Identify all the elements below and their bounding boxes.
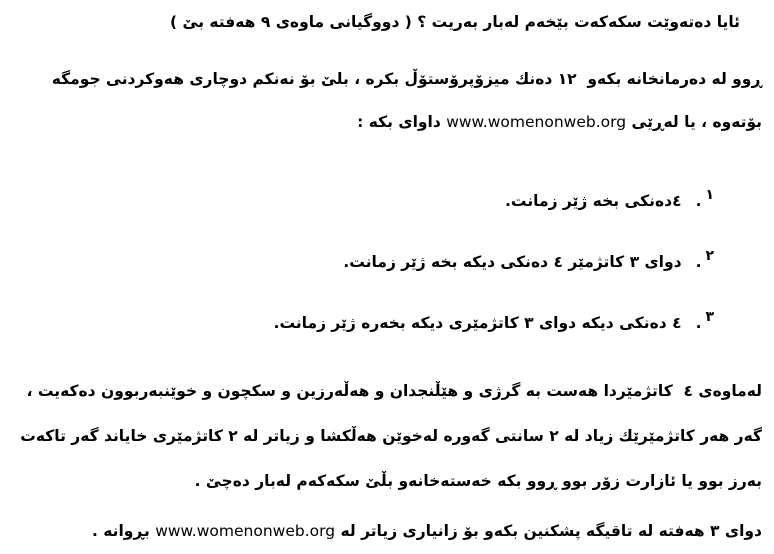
step-2-text: دوای ٣ کاتژمێر ٤ دەنکی دیکه بخه ژێر زمانت. bbox=[343, 253, 682, 271]
womenonweb-url: www.womenonweb.org bbox=[446, 113, 627, 131]
intro-line-1-text: ڕوو له دەرمانخانه بکەو ١٢ دەنك میزۆپرۆستۆڵ بکره ، بلێ بۆ نەنکم دوچاری هەوکردنی جومگە bbox=[51, 70, 762, 88]
intro-line-2-tail: داوای بکه : bbox=[357, 113, 447, 131]
warning-line-1 bbox=[12, 369, 762, 414]
warning-line-2 bbox=[12, 414, 762, 459]
warning-line-1-text: لەماوەی ٤ کاتژمێردا هەست به گرژی و هێڵنجدان و هەڵەرزین و سکچون و خوێنبەربوون دەکەیت ، bbox=[26, 382, 762, 400]
warning-line-3-text: بەرز بوو یا ئازارت زۆر بوو ڕوو بکه خەستەخانەو بڵێ سکەکەم لەبار دەچێ . bbox=[194, 472, 762, 490]
step-2-number: ٢ bbox=[705, 248, 714, 264]
step-3-number: ٣ bbox=[705, 309, 714, 325]
followup-line-tail: بڕوانه . bbox=[91, 522, 156, 540]
intro-line-2 bbox=[12, 101, 762, 144]
intro-paragraph bbox=[12, 58, 762, 144]
followup-line bbox=[12, 509, 762, 554]
warning-paragraph bbox=[12, 369, 762, 504]
warning-line-3 bbox=[12, 459, 762, 504]
instruction-list bbox=[12, 168, 714, 351]
step-1-separator: . bbox=[695, 192, 702, 210]
step-1-number: ١ bbox=[705, 187, 714, 203]
step-3-separator: . bbox=[695, 314, 702, 332]
womenonweb-url-2: www.womenonweb.org bbox=[155, 522, 336, 540]
step-2-separator: . bbox=[695, 253, 702, 271]
step-1-text: ٤دەنکی بخه ژێر زمانت. bbox=[505, 192, 682, 210]
followup-paragraph bbox=[12, 509, 762, 554]
followup-line-text: دوای ٣ هەفتە له تاقیگه پشکنین بکەو بۆ زانیاری زیاتر له bbox=[335, 522, 762, 540]
intro-line-1 bbox=[12, 58, 762, 101]
warning-line-2-text: گەر هەر کاتژمێرێك زیاد له ٢ سانتی گەوره لەخوێن هەڵکشا و زیاتر له ٢ کاتژمێری خایاند گەر تاکەت bbox=[20, 427, 762, 445]
instruction-step-3 bbox=[12, 290, 714, 351]
step-3-text: ٤ دەنکی دیکه دوای ٣ کاتژمێری دیکه بخەره ژێر زمانت. bbox=[273, 314, 682, 332]
instruction-step-2 bbox=[12, 229, 714, 290]
page-title: ئایا دەتەوێت سکەکەت بێخەم لەبار بەریت ؟ ( دووگیانی ماوەی ٩ هەفتە بێ ) bbox=[170, 13, 740, 31]
instruction-step-1 bbox=[12, 168, 714, 229]
intro-line-2-text: بۆتەوه ، یا لەڕێی bbox=[626, 113, 762, 131]
